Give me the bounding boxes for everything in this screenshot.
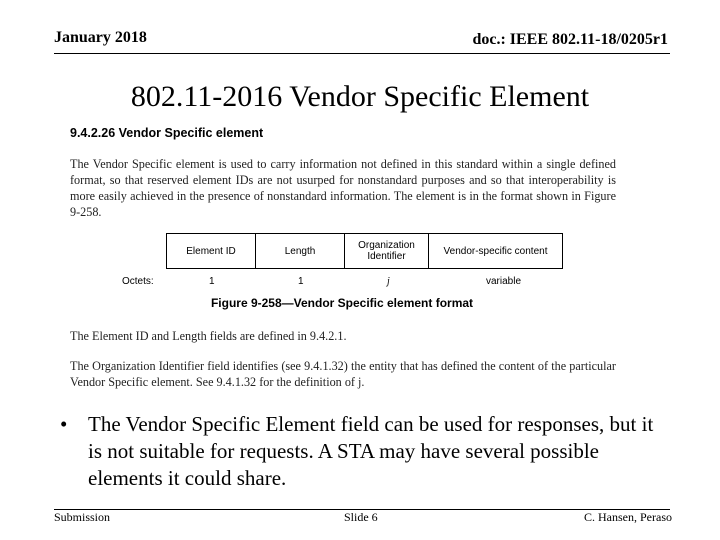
footer-slide-number: Slide 6 <box>344 510 378 524</box>
octets-organization-identifier: j <box>387 276 390 287</box>
figure-caption: Figure 9-258—Vendor Specific element format <box>210 296 474 310</box>
octets-vendor-content: variable <box>486 276 522 287</box>
standard-excerpt-image <box>68 120 628 390</box>
header-divider <box>54 53 670 54</box>
excerpt-paragraph-1: The Vendor Specific element is used to carry information not defined in this standard within a single defined format, so that reserved element IDs are not usurped for nonstandard purposes and so that interoperability is more easily achieved in the presence of nonstandard information. The element is in the format shown in Figure 9-258. <box>70 157 616 219</box>
octets-element-id: 1 <box>209 276 215 287</box>
section-heading: 9.4.2.26 Vendor Specific element <box>70 126 264 140</box>
footer-submission: Submission <box>54 510 111 524</box>
header-doc-id: doc.: IEEE 802.11-18/0205r1 <box>472 31 668 48</box>
octets-label: Octets: <box>122 276 154 287</box>
element-format-table <box>166 233 563 269</box>
field-vendor-specific-content: Vendor-specific content <box>429 234 563 269</box>
field-organization-identifier: Organization Identifier <box>345 234 429 269</box>
header-date: January 2018 <box>54 29 147 46</box>
octets-length: 1 <box>298 276 304 287</box>
excerpt-paragraph-2: The Element ID and Length fields are defined in 9.4.2.1. <box>70 329 347 343</box>
slide-title: 802.11-2016 Vendor Specific Element <box>130 80 590 113</box>
field-length: Length <box>256 234 345 269</box>
field-element-id: Element ID <box>167 234 256 269</box>
excerpt-paragraph-3: The Organization Identifier field identifies (see 9.4.1.32) the entity that has defined the content of the particular Vendor Specific element. See 9.4.1.32 for the definition of j. <box>70 359 616 389</box>
bullet-marker: • <box>60 412 68 436</box>
table-row <box>167 234 563 269</box>
bullet-text: The Vendor Specific Element field can be used for responses, but it is not suitable for requests. A STA may have several possible elements it could share. <box>88 412 654 490</box>
footer-authors: C. Hansen, Peraso <box>584 510 672 524</box>
